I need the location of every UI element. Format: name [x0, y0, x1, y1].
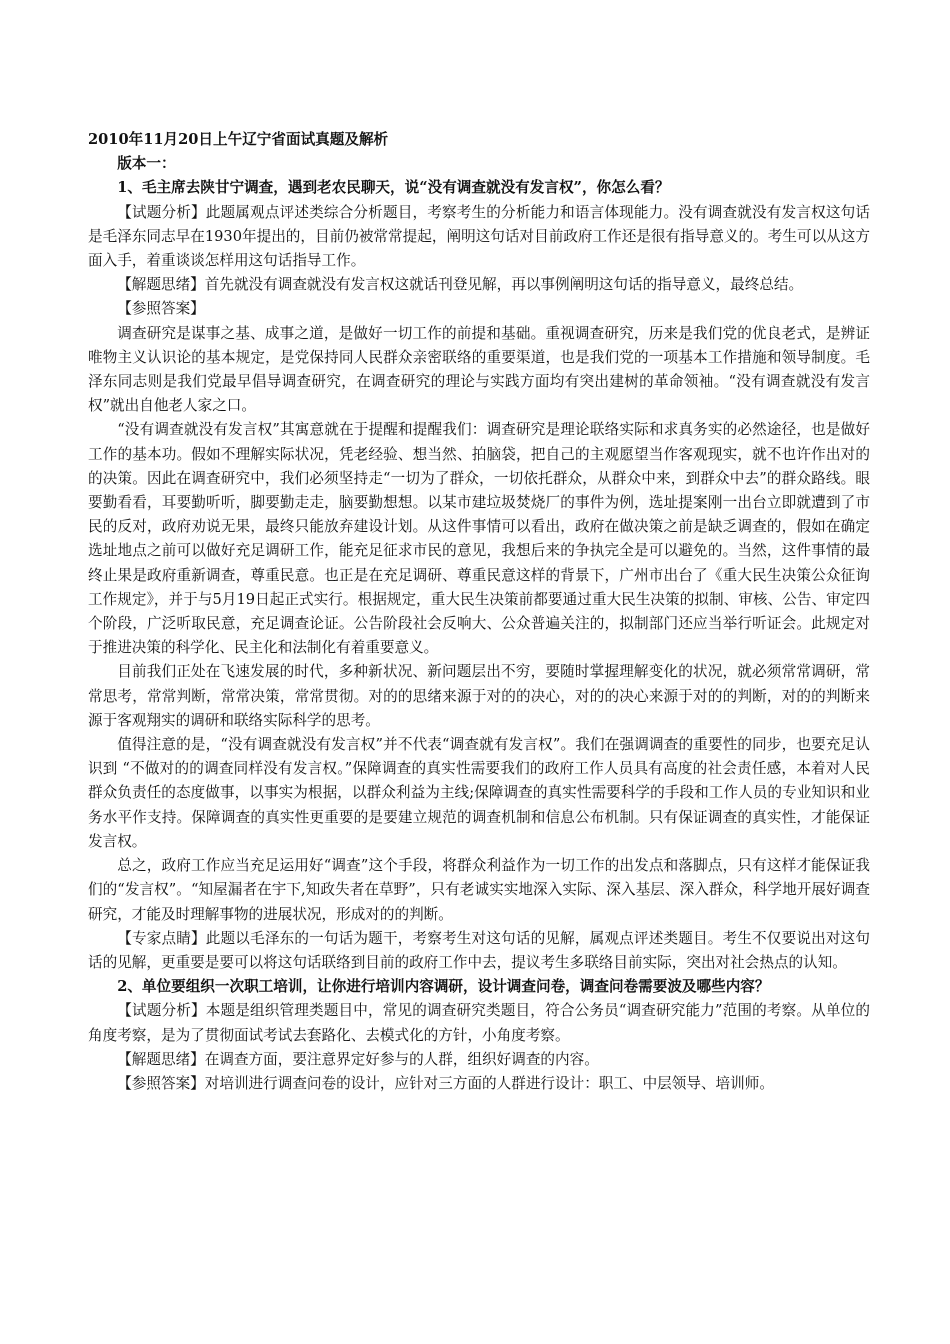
q1-answer-label: 【参照答案】	[117, 300, 205, 318]
q2-approach: 【解题思绪】在调查方面，要注意界定好参与的人群，组织好调查的内容。	[117, 1050, 599, 1068]
document-title: 2010年11月20日上午辽宁省面试真题及解析	[88, 131, 389, 148]
q2-answer: 【参照答案】对培训进行调查问卷的设计，应针对三方面的人群进行设计：职工、中层领导、培训师。	[117, 1074, 774, 1092]
q2-analysis: 【试题分析】本题是组织管理类题目中，常见的调查研究类题目，符合公务员“调查研究能力”范围的考察。从单位的角度考察，是为了贯彻面试考试去套路化、去模式化的方针，小角度考察。	[88, 1002, 870, 1044]
q1-answer-paragraph: 值得注意的是，“没有调查就没有发言权”并不代表“调查就有发言权”。我们在强调调查的重要性的同步，也要充足认识到 “不做对的的调查同样没有发言权。”保障调查的真实性需要我们的政府工作人员具有高度的社会责任感，本着对人民群众负责任的态度做事，以事实为根据，以群众利益为主线;保障调查的真实性需要科学的手段和工作人员的专业知识和业务水平作支持。保障调查的真实性更重要的是要建立规范的调查机制和信息公布机制。只有保证调查的真实性，才能保证发言权。	[88, 736, 870, 850]
q1-answer-paragraph: “没有调查就没有发言权”其寓意就在于提醒和提醒我们：调查研究是理论联络实际和求真务实的必然途径，也是做好工作的基本功。假如不理解实际状况，凭老经验、想当然、拍脑袋，把自己的主观愿望当作客观现实，就不也许作出对的的决策。因此在调查研究中，我们必须坚持走“一切为了群众，一切依托群众，从群众中来，到群众中去”的群众路线。眼要勤看看，耳要勤听听，脚要勤走走，脑要勤想想。以某市建垃圾焚烧厂的事件为例，选址提案刚一出台立即就遭到了市民的反对，政府劝说无果，最终只能放弃建设计划。从这件事情可以看出，政府在做决策之前是缺乏调查的，假如在确定选址地点之前可以做好充足调研工作，能充足征求市民的意见，我想后来的争执完全是可以避免的。当然，这件事情的最终止果是政府重新调查，尊重民意。也正是在充足调研、尊重民意这样的背景下，广州市出台了《重大民生决策公众征询工作规定》，并于与5月19日起正式实行。根据规定，重大民生决策前都要通过重大民生决策的拟制、审核、公告、审定四个阶段，广泛听取民意，充足调查论证。公告阶段社会反响大、公众普遍关注的，拟制部门还应当举行听证会。此规定对于推进决策的科学化、民主化和法制化有着重要意义。	[88, 421, 870, 657]
q1-answer-paragraph: 总之，政府工作应当充足运用好“调查”这个手段，将群众利益作为一切工作的出发点和落脚点，只有这样才能保证我们的“发言权”。“知屋漏者在宇下,知政失者在草野”，只有老诚实实地深入实际、深入基层、深入群众，科学地开展好调查研究，才能及时理解事物的进展状况，形成对的的判断。	[88, 857, 870, 923]
version-label: 版本一：	[117, 155, 176, 173]
q1-expert-comment: 【专家点睛】此题以毛泽东的一句话为题干，考察考生对这句话的见解，属观点评述类题目。考生不仅要说出对这句话的见解，更重要是要可以将这句话联络到目前的政府工作中去，提议考生多联络目前实际，突出对社会热点的认知。	[88, 929, 870, 971]
q1-answer-paragraph: 目前我们正处在飞速发展的时代，多种新状况、新问题层出不穷，要随时掌握理解变化的状况，就必须常常调研，常常思考，常常判断，常常决策，常常贯彻。对的的思绪来源于对的的决心，对的的决心来源于对的的判断，对的的判断来源于客观翔实的调研和联络实际科学的思考。	[88, 663, 870, 729]
q1-answer-paragraph: 调查研究是谋事之基、成事之道，是做好一切工作的前提和基础。重视调查研究，历来是我们党的优良老式，是辨证唯物主义认识论的基本规定，是党保持同人民群众亲密联络的重要渠道，也是我们党的一项基本工作措施和领导制度。毛泽东同志则是我们党最早倡导调查研究，在调查研究的理论与实践方面均有突出建树的革命领袖。“没有调查就没有发言权”就出自他老人家之口。	[88, 324, 870, 415]
q1-approach: 【解题思绪】首先就没有调查就没有发言权这就话刊登见解，再以事例阐明这句话的指导意义，最终总结。	[117, 276, 804, 294]
document-page	[88, 128, 870, 1096]
q1-analysis: 【试题分析】此题属观点评述类综合分析题目，考察考生的分析能力和语言体现能力。没有调查就没有发言权这句话是毛泽东同志早在1930年提出的，目前仍被常常提起，阐明这句话对目前政府工作还是很有指导意义的。考生可以从这方面入手，着重谈谈怎样用这句话指导工作。	[88, 203, 870, 270]
question-2: 2、单位要组织一次职工培训，让你进行培训内容调研，设计调查问卷，调查问卷需要波及哪些内容？	[117, 978, 770, 996]
question-1: 1、毛主席去陕甘宁调查，遇到老农民聊天，说“没有调查就没有发言权”，你怎么看？	[117, 179, 670, 197]
